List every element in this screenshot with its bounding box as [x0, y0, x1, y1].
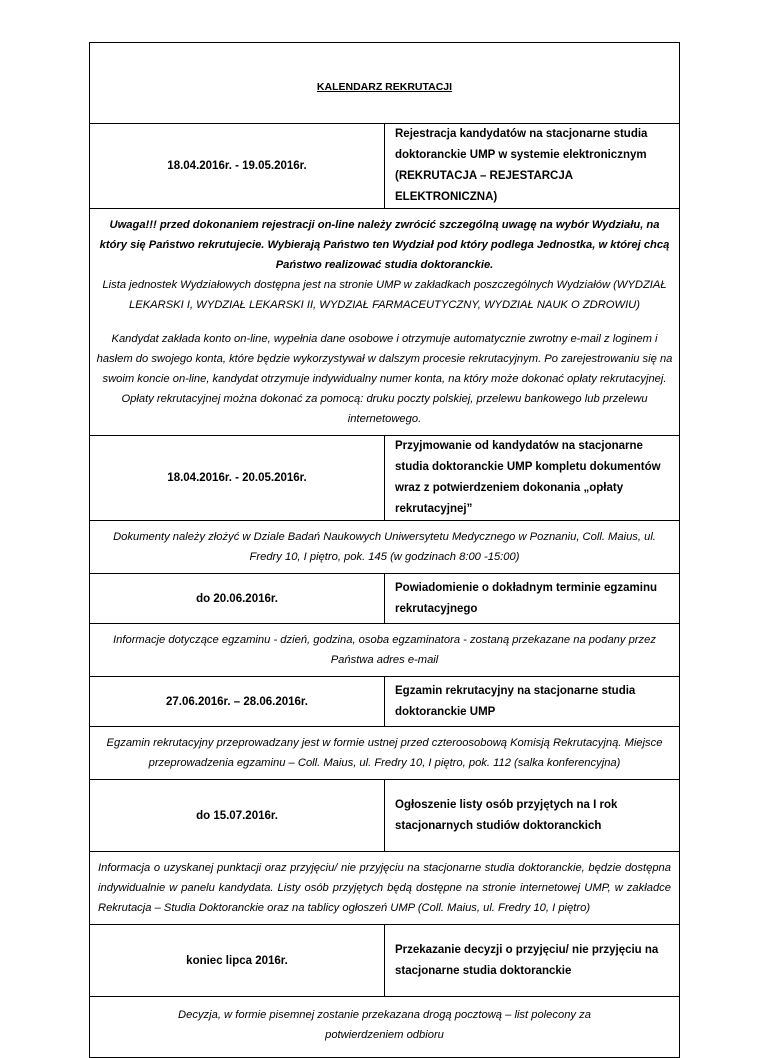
- date-cell: 27.06.2016r. – 28.06.2016r.: [90, 677, 385, 727]
- note-cell: [90, 209, 680, 436]
- note-cell: Informacja o uzyskanej punktacji oraz przyjęciu/ nie przyjęciu na stacjonarne studia doktoranckie, będzie dostępna indywidualnie w panelu kandydata. Listy osób przyjętych będą dostępne na stronie internetowej UMP, w zakładce Rekrutacja – Studia Doktoranckie oraz na tablicy ogłoszeń UMP (Coll. Maius, ul. Fredry 10, I piętro): [90, 852, 680, 925]
- event-cell: Przyjmowanie od kandydatów na stacjonarne studia doktoranckie UMP kompletu dokumentów wraz z potwierdzeniem dokonania „opłaty rekrutacyjnej”: [385, 436, 680, 521]
- date-cell: 18.04.2016r. - 20.05.2016r.: [90, 436, 385, 521]
- calendar-table: [89, 42, 680, 1058]
- date-cell: 18.04.2016r. - 19.05.2016r.: [90, 124, 385, 209]
- event-cell: Ogłoszenie listy osób przyjętych na I rok stacjonarnych studiów doktoranckich: [385, 780, 680, 852]
- registration-warning: Uwaga!!! przed dokonaniem rejestracji on-line należy zwrócić szczególną uwagę na wybór Wydziału, na który się Państwo rekrutujecie. Wybierają Państwo ten Wydział pod który podlega Jednostka, w której chcą Państwo realizować studia doktoranckie.: [99, 219, 670, 271]
- note-cell: Dokumenty należy złożyć w Dziale Badań Naukowych Uniwersytetu Medycznego w Poznaniu, Coll. Maius, ul. Fredry 10, I piętro, pok. 145 (w godzinach 8:00 -15:00): [90, 521, 680, 574]
- registration-list-info: Lista jednostek Wydziałowych dostępna jest na stronie UMP w zakładkach poszczególnych Wydziałów (WYDZIAŁ LEKARSKI I, WYDZIAŁ LEKARSKI II, WYDZIAŁ FARMACEUTYCZNY, WYDZIAŁ NAUK O ZDROWIU): [102, 279, 667, 311]
- note-cell: Informacje dotyczące egzaminu - dzień, godzina, osoba egzaminatora - zostaną przekazane na podany przez Państwa adres e-mail: [90, 624, 680, 677]
- event-cell: Powiadomienie o dokładnym terminie egzaminu rekrutacyjnego: [385, 574, 680, 624]
- recruitment-calendar-document: [89, 42, 680, 1058]
- date-cell: do 20.06.2016r.: [90, 574, 385, 624]
- event-cell: Egzamin rekrutacyjny na stacjonarne studia doktoranckie UMP: [385, 677, 680, 727]
- page-title: KALENDARZ REKRUTACJI: [90, 43, 680, 124]
- event-cell: Przekazanie decyzji o przyjęciu/ nie przyjęciu na stacjonarne studia doktoranckie: [385, 925, 680, 997]
- note-cell: Egzamin rekrutacyjny przeprowadzany jest w formie ustnej przed czteroosobową Komisją Rekrutacyjną. Miejsce przeprowadzenia egzaminu – Coll. Maius, ul. Fredry 10, I piętro, pok. 112 (salka konferencyjna): [90, 727, 680, 780]
- event-cell: Rejestracja kandydatów na stacjonarne studia doktoranckie UMP w systemie elektronicznym (REKRUTACJA – REJESTARCJA ELEKTRONICZNA): [385, 124, 680, 209]
- date-cell: koniec lipca 2016r.: [90, 925, 385, 997]
- date-cell: do 15.07.2016r.: [90, 780, 385, 852]
- registration-account-info: Kandydat zakłada konto on-line, wypełnia dane osobowe i otrzymuje automatycznie zwrotny e-mail z loginem i hasłem do swojego konta, które będzie wykorzystywał w dalszym procesie rekrutacyjnym. Po zarejestrowaniu się na swoim koncie on-line, kandydat otrzymuje indywidualny numer konta, na który może dokonać opłaty rekrutacyjnej. Opłaty rekrutacyjnej można dokonać za pomocą: druku poczty polskiej, przelewu bankowego lub przelewu internetowego.: [96, 333, 673, 425]
- note-cell: Decyzja, w formie pisemnej zostanie przekazana drogą pocztową – list polecony za potwierdzeniem odbioru: [90, 997, 680, 1058]
